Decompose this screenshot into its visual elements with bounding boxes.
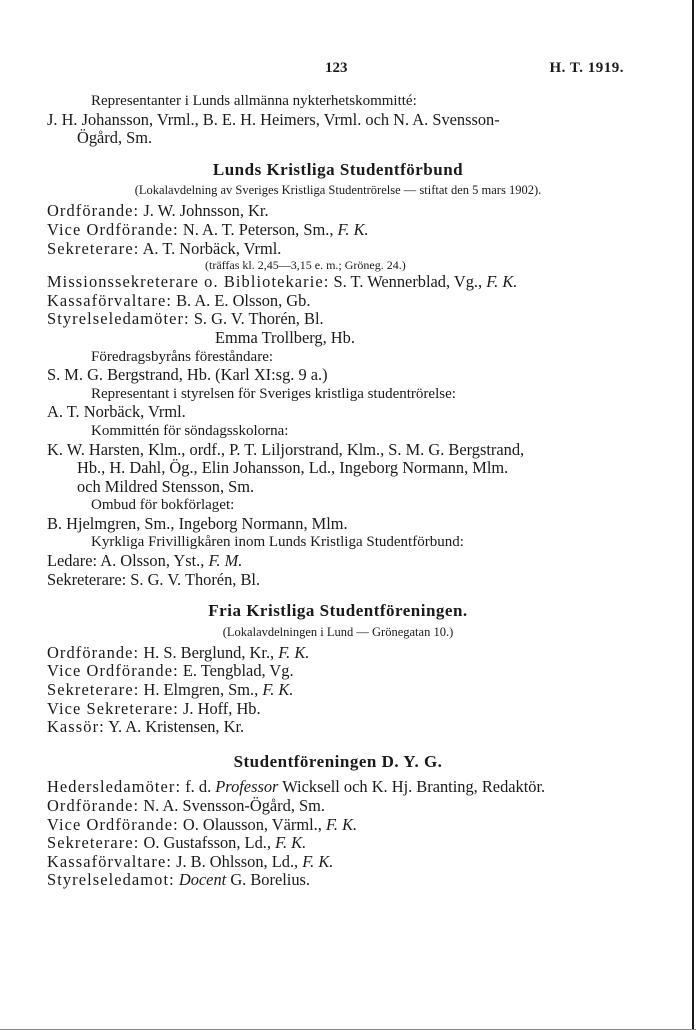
dyg-sekr-em: F. K. — [275, 833, 307, 853]
dyg-vice-value: O. Olausson, Värml., — [182, 814, 322, 834]
lks-rep-lead: Representant i styrelsen för Sveriges kristliga studentrörelse: — [91, 385, 456, 402]
lks-kass-row — [47, 292, 629, 311]
dyg-ordf-label: Ordförande: — [47, 796, 140, 815]
lks-vice-value: N. A. T. Peterson, Sm., — [182, 219, 334, 239]
lks-kyrk-sekr-row — [47, 571, 629, 590]
dyg-styr-label: Styrelseledamot: — [47, 870, 175, 890]
journal-reference: H. T. 1919. — [549, 60, 624, 76]
fks-ordf-value: H. S. Berglund, Kr., — [143, 642, 275, 662]
lks-kass-value: B. A. E. Olsson, Gb. — [176, 290, 311, 310]
lks-sekr-note: (träffas kl. 2,45—3,15 e. m.; Gröneg. 24.) — [205, 258, 406, 273]
lks-vice-label: Vice Ordförande: — [47, 219, 179, 239]
lks-styr-label: Styrelseledamöter: — [47, 309, 190, 329]
fks-vice-row — [47, 662, 629, 681]
fks-sekr-value: H. Elmgren, Sm., — [143, 680, 259, 700]
lks-sekr-row — [47, 240, 629, 259]
fks-kass-value: Y. A. Kristensen, Kr. — [108, 717, 245, 737]
dyg-kass-label: Kassaförvaltare: — [47, 851, 172, 871]
section-title-lks: Lunds Kristliga Studentförbund — [212, 159, 464, 179]
dyg-vice-row — [47, 816, 629, 835]
lks-miss-label: Missionssekreterare o. Bibliotekarie: — [47, 272, 330, 292]
lks-styr-value-1: S. G. V. Thorén, Bl. — [193, 309, 324, 329]
fks-kass-label: Kassör: — [47, 717, 105, 737]
page-content — [47, 92, 629, 890]
dyg-ordf-value: N. A. Svensson-Ögård, Sm. — [143, 796, 325, 815]
lks-sond-value-2: Hb., H. Dahl, Ög., Elin Johansson, Ld., Ingeborg Normann, Mlm. — [77, 458, 509, 478]
section-subtitle-lks: (Lokalavdelning av Sveriges Kristliga Studentrörelse — stiftat den 5 mars 1902). — [134, 183, 542, 198]
lks-ledare-label: Ledare: — [47, 551, 98, 571]
lks-styr-value-2: Emma Trollberg, Hb. — [215, 327, 355, 347]
fks-sekr-row — [47, 681, 629, 700]
lks-ordforande-value: J. W. Johnsson, Kr. — [143, 201, 269, 221]
lks-vice-em: F. K. — [337, 219, 369, 239]
dyg-styr-row — [47, 871, 629, 890]
lks-ombud-value: B. Hjelmgren, Sm., Ingeborg Normann, Mlm. — [47, 513, 348, 533]
nykterhet-text-1: J. H. Johansson, Vrml., B. E. H. Heimers, Vrml. och N. A. Svensson- — [47, 109, 500, 129]
fks-ordf-em: F. K. — [278, 642, 310, 662]
lks-ledare-value: A. Olsson, Yst., — [100, 551, 205, 571]
dyg-kass-row — [47, 853, 629, 872]
fks-ordf-label: Ordförande: — [47, 642, 140, 662]
nykterhet-text-2: Ögård, Sm. — [77, 128, 153, 148]
fks-vice-label: Vice Ordförande: — [47, 661, 179, 681]
lks-fored-lead: Föredragsbyråns föreståndare: — [91, 348, 274, 365]
lks-rep-value: A. T. Norbäck, Vrml. — [47, 402, 186, 422]
dyg-styr-value: G. Borelius. — [230, 870, 311, 890]
dyg-kass-em: F. K. — [302, 851, 334, 871]
dyg-heders-post: Wicksell och K. Hj. Branting, Redaktör. — [282, 777, 546, 797]
lks-miss-row — [47, 273, 629, 292]
lks-vice-row — [47, 221, 629, 240]
section-subtitle-fks: (Lokalavdelningen i Lund — Grönegatan 10.) — [222, 624, 454, 639]
dyg-vice-em: F. K. — [325, 814, 358, 834]
lks-sond-value-1: K. W. Harsten, Klm., ordf., P. T. Liljorstrand, Klm., S. M. G. Bergstrand, — [47, 439, 525, 459]
lks-kyrk-sekr-label: Sekreterare: — [47, 569, 127, 589]
lks-ordforande-row — [47, 202, 629, 221]
dyg-styr-em: Docent — [178, 870, 227, 890]
lks-sond-value-3: och Mildred Stensson, Sm. — [77, 476, 255, 496]
page-number: 123 — [325, 60, 348, 76]
dyg-ordf-row — [47, 797, 629, 816]
section-title-dyg: Studentföreningen D. Y. G. — [233, 751, 443, 771]
dyg-sekr-row — [47, 834, 629, 853]
lks-sond-lead: Kommittén för söndagsskolorna: — [91, 422, 289, 439]
lks-kyrk-lead: Kyrkliga Frivilligkåren inom Lunds Kristliga Studentförbund: — [91, 534, 464, 551]
fks-vsekr-value: J. Hoff, Hb. — [183, 698, 261, 718]
lks-ombud-lead: Ombud för bokförlaget: — [91, 497, 235, 514]
nykterhet-lead: Representanter i Lunds allmänna nykterhetskommitté: — [91, 93, 417, 109]
dyg-heders-em: Professor — [215, 777, 279, 797]
lks-sekr-value: A. T. Norbäck, Vrml. — [142, 238, 282, 258]
lks-miss-em: F. K. — [486, 272, 518, 292]
fks-sekr-label: Sekreterare: — [47, 680, 140, 700]
dyg-heders-label: Hedersledamöter: — [47, 777, 182, 797]
lks-ordforande-label: Ordförande: — [47, 201, 140, 221]
dyg-vice-label: Vice Ordförande: — [47, 814, 179, 834]
lks-kass-label: Kassaförvaltare: — [47, 290, 172, 310]
page-edge-rule — [692, 0, 694, 1030]
lks-ledare-em: F. M. — [208, 551, 243, 571]
fks-sekr-em: F. K. — [262, 680, 294, 700]
fks-vsekr-row — [47, 700, 629, 719]
lks-miss-value: S. T. Wennerblad, Vg., — [333, 272, 483, 292]
lks-kyrk-sekr-value: S. G. V. Thorén, Bl. — [130, 569, 261, 589]
fks-kass-row — [47, 718, 629, 737]
section-title-fks: Fria Kristliga Studentföreningen. — [208, 601, 468, 621]
lks-sekr-label: Sekreterare: — [47, 238, 140, 258]
lks-styr-row — [47, 310, 629, 329]
fks-vsekr-label: Vice Sekreterare: — [47, 698, 179, 718]
dyg-heders-pre: f. d. — [185, 777, 212, 797]
dyg-kass-value: J. B. Ohlsson, Ld., — [176, 851, 299, 871]
lks-fored-value: S. M. G. Bergstrand, Hb. (Karl XI:sg. 9 a.) — [47, 365, 328, 385]
dyg-sekr-value: O. Gustafsson, Ld., — [143, 833, 271, 853]
fks-vice-value: E. Tengblad, Vg. — [182, 661, 294, 681]
dyg-sekr-label: Sekreterare: — [47, 833, 140, 853]
page-header — [0, 60, 696, 80]
fks-ordf-row — [47, 644, 629, 663]
dyg-heders-row — [47, 778, 629, 797]
lks-ledare-row — [47, 552, 629, 571]
